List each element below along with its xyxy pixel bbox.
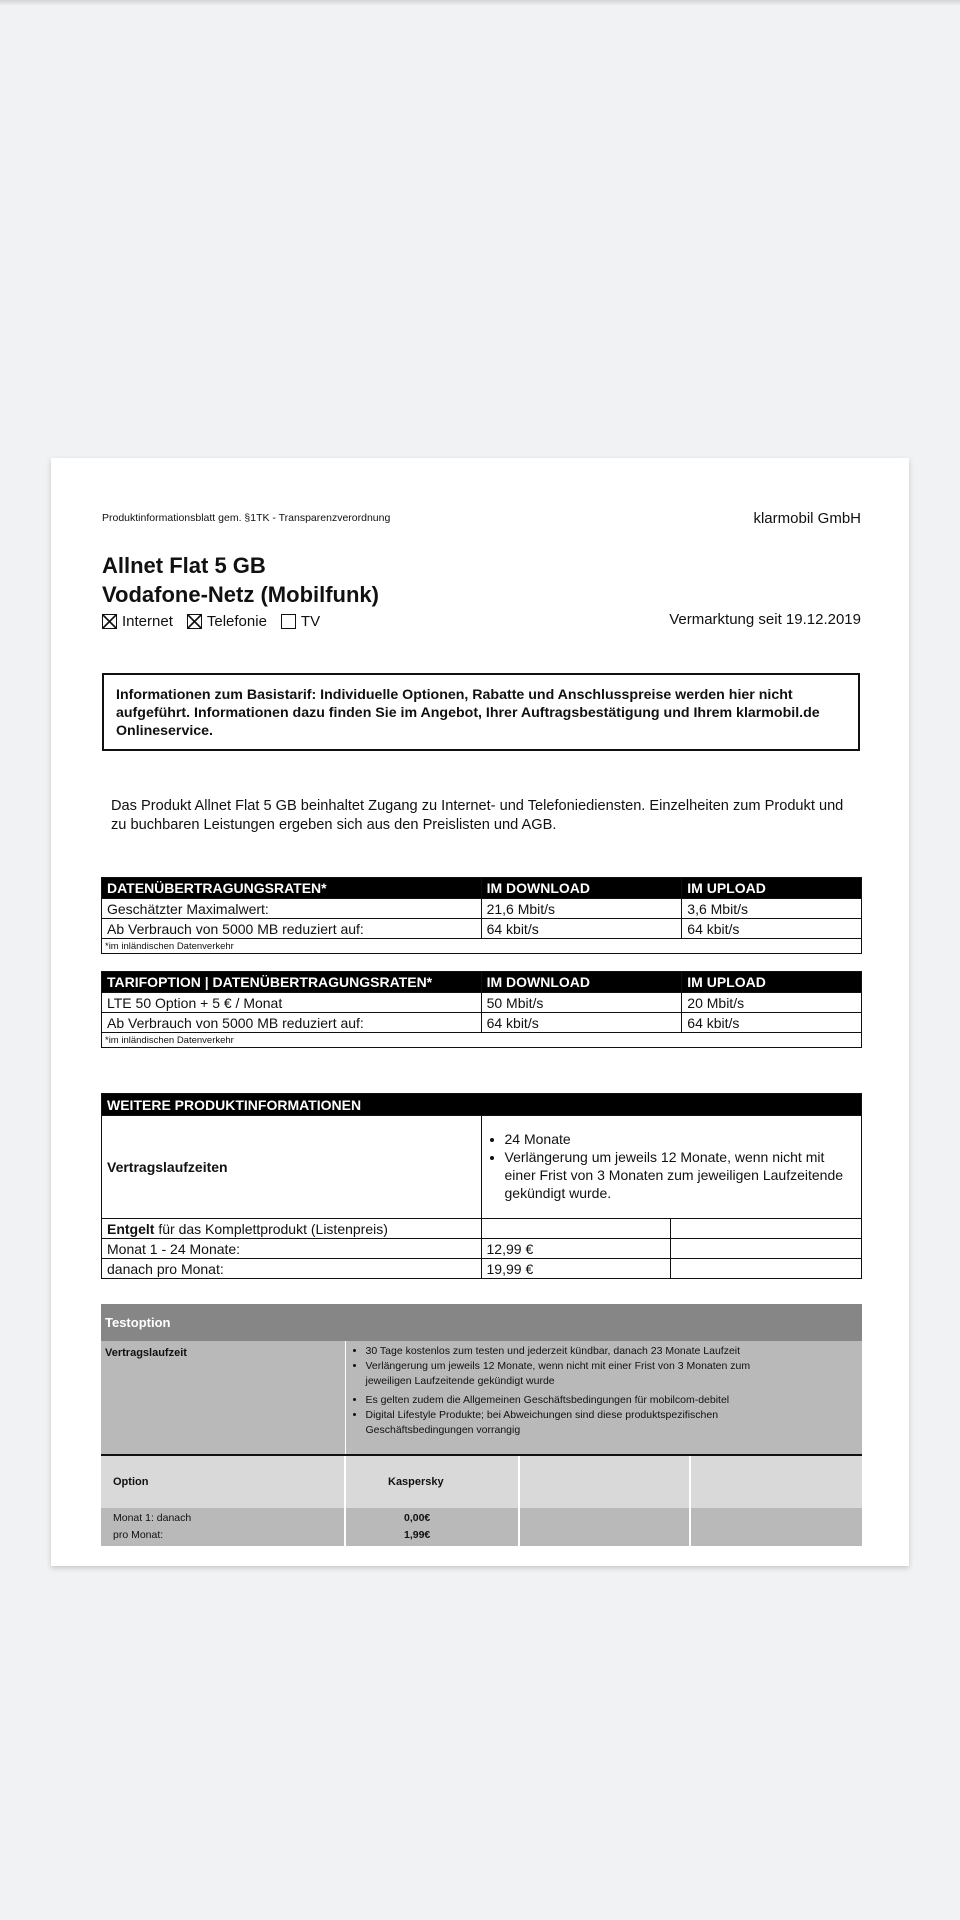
table-cell: 64 kbit/s: [682, 919, 862, 939]
month1-price: 0,00€: [404, 1512, 431, 1524]
footnote: *im inländischen Datenverkehr: [102, 1033, 862, 1048]
term-label: Vertragslaufzeiten: [102, 1116, 482, 1219]
product-intro: Das Produkt Allnet Flat 5 GB beinhaltet Zugang zu Internet- und Telefoniediensten. Einzelheiten zum Produkt und zu buchbaren Leistungen ergeben sich aus den Preislisten und AGB.: [111, 798, 844, 833]
table-cell: LTE 50 Option + 5 € / Monat: [102, 993, 482, 1013]
check-x-icon: [102, 614, 117, 629]
checkbox-tv: [281, 614, 296, 629]
table-cell: 19,99 €: [481, 1259, 671, 1279]
list-item: • 24 Monate: [505, 1130, 856, 1148]
footnote-row: [102, 939, 862, 954]
list-item: • 30 Tage kostenlos zum testen und jederzeit kündbar, danach 23 Monate Laufzeit: [366, 1344, 863, 1359]
top-shade: [0, 0, 960, 6]
table-header-row: [101, 1304, 862, 1341]
document-page: [51, 458, 909, 1566]
option-label: Option: [101, 1455, 345, 1508]
month1-label: Monat 1: danach: [113, 1512, 192, 1524]
test-term-list-b: [346, 1393, 863, 1438]
fee-label-bold: Entgelt: [107, 1220, 155, 1237]
further-info-table: [101, 1093, 862, 1279]
table-cell: [671, 1219, 862, 1239]
option-name: Kaspersky: [345, 1455, 519, 1508]
price-labels: [101, 1508, 345, 1546]
table-cell: [690, 1508, 862, 1546]
table-cell: [519, 1508, 690, 1546]
test-term-list-a: [346, 1344, 863, 1389]
table-cell: [519, 1455, 690, 1508]
table-cell: 64 kbit/s: [481, 919, 682, 939]
product-title: Allnet Flat 5 GB: [102, 553, 266, 578]
table-row: [102, 1219, 862, 1239]
table-cell: Ab Verbrauch von 5000 MB reduziert auf:: [102, 1013, 482, 1033]
table-header-row: [102, 972, 862, 993]
table-row: [102, 1239, 862, 1259]
table-cell: danach pro Monat:: [102, 1259, 482, 1279]
table-cell: [481, 1219, 671, 1239]
company-name: klarmobil GmbH: [753, 510, 861, 527]
list-item: • Verlängerung um jeweils 12 Monate, wenn nicht mit einer Frist von 3 Monaten zum jeweiligen Laufzeitende gekündigt wurde: [366, 1359, 863, 1389]
list-item: • Verlängerung um jeweils 12 Monate, wenn nicht mit einer Frist von 3 Monaten zum jeweiligen Laufzeitende gekündigt wurde.: [505, 1148, 856, 1202]
test-term-details: [345, 1341, 862, 1455]
table-cell: Ab Verbrauch von 5000 MB reduziert auf:: [102, 919, 482, 939]
table-cell: 21,6 Mbit/s: [481, 899, 682, 919]
table-header-row: [102, 1094, 862, 1116]
table-row: [102, 1013, 862, 1033]
table-cell: 64 kbit/s: [481, 1013, 682, 1033]
table-cell: [671, 1239, 862, 1259]
table-cell: Monat 1 - 24 Monate:: [102, 1239, 482, 1259]
table-cell: 12,99 €: [481, 1239, 671, 1259]
table-row: [101, 1341, 862, 1455]
option-rates-table: [101, 971, 862, 1048]
check-x-icon: [187, 614, 202, 629]
table-row: [102, 899, 862, 919]
table-row: [102, 1116, 862, 1219]
after-price: 1,99€: [404, 1529, 431, 1541]
table-cell: 64 kbit/s: [682, 1013, 862, 1033]
table-row: [102, 993, 862, 1013]
table-cell: 3,6 Mbit/s: [682, 899, 862, 919]
term-details: [481, 1116, 861, 1219]
test-option-header: Testoption: [101, 1304, 862, 1341]
column-header: DATENÜBERTRAGUNGSRATEN*: [102, 878, 482, 899]
fee-label-rest: für das Komplettprodukt (Listenpreis): [154, 1220, 388, 1237]
category-label-tv: TV: [300, 613, 321, 630]
footnote-row: [102, 1033, 862, 1048]
test-option-table: [101, 1304, 862, 1546]
list-item: • Es gelten zudem die Allgemeinen Geschäftsbedingungen für mobilcom-debitel: [366, 1393, 863, 1408]
column-header: IM DOWNLOAD: [481, 972, 682, 993]
table-row: [102, 1259, 862, 1279]
column-header: IM UPLOAD: [682, 972, 862, 993]
network-title: Vodafone-Netz (Mobilfunk): [102, 582, 379, 607]
column-header: IM DOWNLOAD: [481, 878, 682, 899]
table-row: [102, 919, 862, 939]
category-label-internet: Internet: [122, 613, 173, 630]
law-reference: Produktinformationsblatt gem. §1TK - Transparenzverordnung: [102, 512, 391, 524]
data-rates-table: [101, 877, 862, 954]
column-header: IM UPLOAD: [682, 878, 862, 899]
basis-tariff-notice: Informationen zum Basistarif: Individuelle Optionen, Rabatte und Anschlusspreise werden hier nicht aufgeführt. Informationen dazu finden Sie im Angebot, Ihrer Auftragsbestätigung und Ihrem klarmobil.de Onlineservice.: [102, 673, 860, 751]
price-values: [345, 1508, 519, 1546]
table-cell: 20 Mbit/s: [682, 993, 862, 1013]
list-item: • Digital Lifestyle Produkte; bei Abweichungen sind diese produktspezifischen Geschäftsbedingungen vorrangig: [366, 1408, 863, 1438]
table-cell: [671, 1259, 862, 1279]
table-row: [101, 1508, 862, 1546]
table-row: [101, 1455, 862, 1508]
table-cell: [690, 1455, 862, 1508]
further-info-header: WEITERE PRODUKTINFORMATIONEN: [102, 1094, 862, 1116]
table-cell: Geschätzter Maximalwert:: [102, 899, 482, 919]
test-term-label: Vertragslaufzeit: [101, 1341, 345, 1455]
table-cell: 50 Mbit/s: [481, 993, 682, 1013]
category-label-telefonie: Telefonie: [206, 613, 267, 630]
footnote: *im inländischen Datenverkehr: [102, 939, 862, 954]
marketing-date: Vermarktung seit 19.12.2019: [669, 611, 861, 628]
fee-label: [102, 1219, 482, 1239]
column-header: TARIFOPTION | DATENÜBERTRAGUNGSRATEN*: [102, 972, 482, 993]
service-categories: [102, 613, 334, 630]
after-label: pro Monat:: [113, 1529, 164, 1541]
table-header-row: [102, 878, 862, 899]
checkbox-internet: [102, 614, 117, 629]
checkbox-telefonie: [187, 614, 202, 629]
term-list: [487, 1130, 856, 1202]
